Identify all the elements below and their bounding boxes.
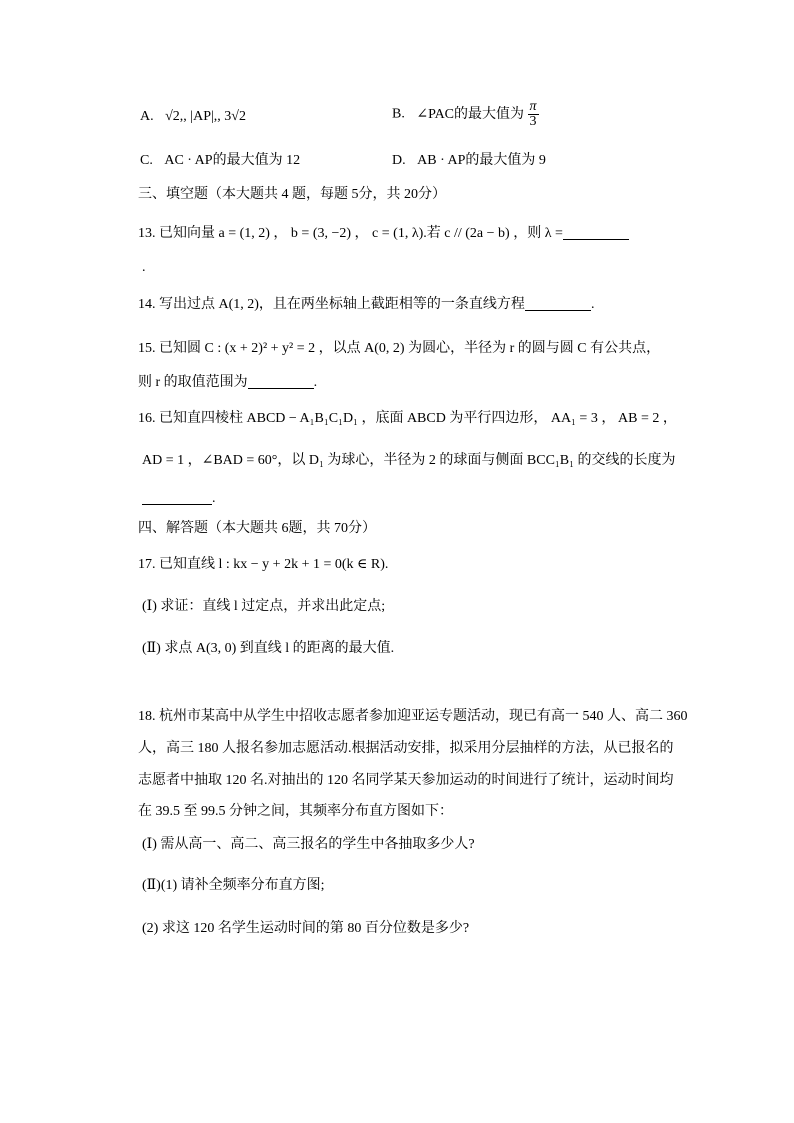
question-15-line-1: 15. 已知圆 C : (x + 2)² + y² = 2 ，以点 A(0, 2) 为圆心，半径为 r 的圆与圆 C 有公共点，	[138, 341, 661, 356]
answer-blank	[563, 225, 629, 240]
question-15-text: 则 r 的取值范围为	[138, 375, 248, 390]
question-16-line-2: AD = 1 ，∠BAD = 60°，以 D₁ 为球心，半径为 2 的球面与侧面 BCC₁B₁ 的交线的长度为	[142, 453, 676, 468]
option-b	[392, 100, 539, 129]
question-13-trailing-dot: .	[142, 260, 146, 275]
option-d	[392, 152, 546, 170]
question-18-line-1: 18. 杭州市某高中从学生中招收志愿者参加迎亚运专题活动，现已有高一 540 人、高二 360	[138, 709, 688, 724]
answer-blank	[248, 374, 314, 389]
question-18-line-2: 人，高三 180 人报名参加志愿活动.根据活动安排，拟采用分层抽样的方法，从已报名的	[138, 741, 674, 756]
question-18-line-3: 志愿者中抽取 120 名.对抽出的 120 名同学某天参加运动的时间进行了统计，运动时间均	[138, 773, 674, 788]
pi-over-3-fraction	[528, 100, 539, 129]
answer-blank	[142, 490, 212, 505]
question-18-part-1: (Ⅰ) 需从高一、高二、高三报名的学生中各抽取多少人?	[142, 837, 475, 852]
question-13	[138, 225, 629, 243]
question-13-text: 13. 已知向量 a = (1, 2) ， b = (3, −2) ， c = (1, λ).若 c // (2a − b) ，则 λ =	[138, 226, 563, 241]
question-14-text: 14. 写出过点 A(1, 2)，且在两坐标轴上截距相等的一条直线方程	[138, 297, 525, 312]
fraction-denominator: 3	[529, 114, 537, 129]
question-16-line-1: 16. 已知直四棱柱 ABCD − A₁B₁C₁D₁ ，底面 ABCD 为平行四边形， AA₁ = 3 ， AB = 2 ，	[138, 411, 677, 426]
option-c	[140, 152, 300, 170]
question-16-line-3: .	[142, 490, 216, 508]
question-17-part-1: (Ⅰ) 求证：直线 l 过定点，并求出此定点;	[142, 599, 386, 614]
question-18-part-2-2: (2) 求这 120 名学生运动时间的第 80 百分位数是多少?	[142, 921, 470, 936]
option-b-label: B.	[392, 106, 405, 122]
option-d-label: D.	[392, 153, 406, 168]
option-a	[140, 108, 246, 126]
fraction-numerator: π	[529, 99, 537, 114]
option-a-text: √2,, |AP|,, 3√2	[165, 109, 246, 124]
question-18-line-4: 在 39.5 至 99.5 分钟之间，其频率分布直方图如下：	[138, 804, 453, 819]
option-c-label: C.	[140, 153, 153, 168]
question-17: 17. 已知直线 l : kx − y + 2k + 1 = 0(k ∈ R).	[138, 557, 389, 572]
option-b-text: ∠PAC的最大值为	[416, 106, 525, 122]
option-a-label: A.	[140, 109, 154, 124]
question-18-part-2-1: (Ⅱ)(1) 请补全频率分布直方图;	[142, 878, 325, 893]
answer-blank	[525, 296, 591, 311]
section-3-heading: 三、填空题（本大题共 4 题，每题 5分，共 20分）	[138, 187, 446, 202]
question-15-line-2: 则 r 的取值范围为 .	[138, 375, 318, 390]
option-c-text: AC · AP的最大值为 12	[164, 153, 301, 168]
section-4-heading: 四、解答题（本大题共 6题，共 70分）	[138, 521, 376, 536]
question-17-part-2: (Ⅱ) 求点 A(3, 0) 到直线 l 的距离的最大值.	[142, 641, 395, 656]
question-14: 14. 写出过点 A(1, 2)，且在两坐标轴上截距相等的一条直线方程 .	[138, 297, 595, 312]
option-d-text: AB · AP的最大值为 9	[417, 153, 546, 168]
